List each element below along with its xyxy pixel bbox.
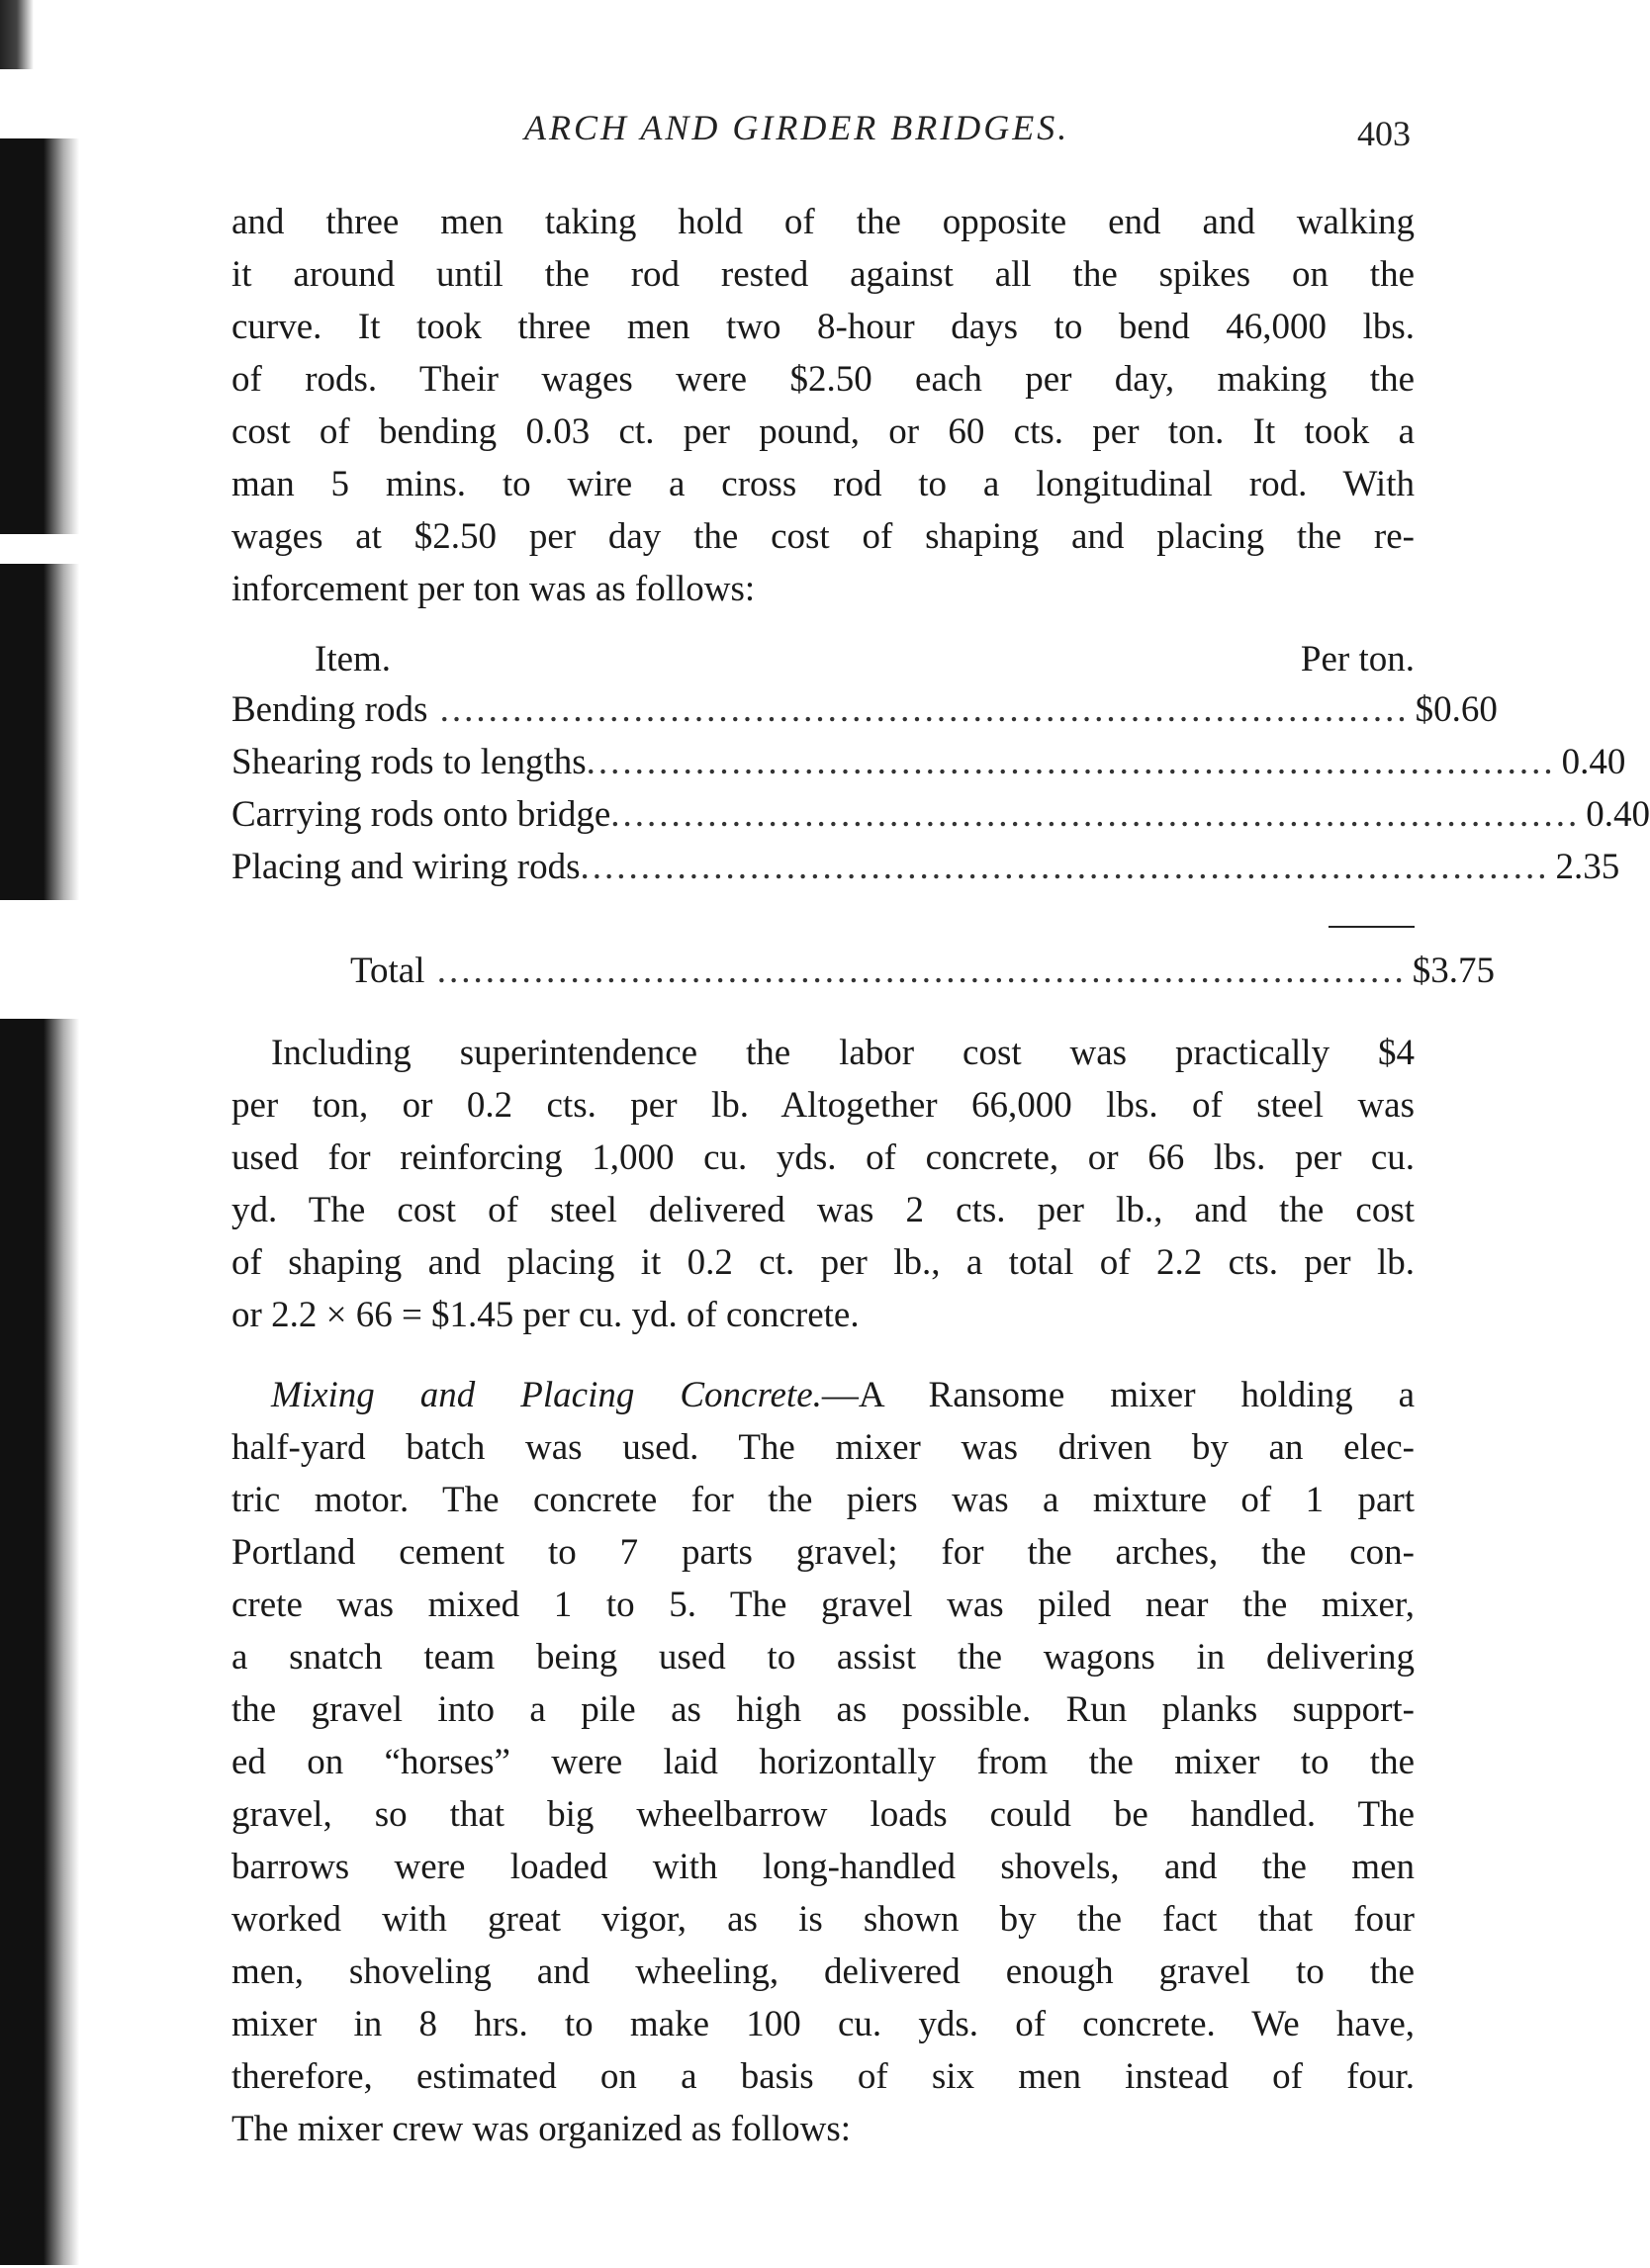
text-line: a snatch team being used to assist the wagons in delivering [231, 1637, 1415, 1678]
table-row [231, 846, 1620, 898]
row-value: $0.60 [1415, 689, 1498, 730]
text-line: ed on “horses” were laid horizontally from the mixer to the [231, 1742, 1415, 1782]
paragraph-2 [231, 1027, 1415, 1341]
text-line: men, shoveling and wheeling, delivered enough gravel to the [231, 1951, 1415, 1992]
text-line: half-yard batch was used. The mixer was driven by an elec- [231, 1427, 1415, 1468]
scan-shadow-gap [0, 900, 89, 1019]
scan-binding-shadow [0, 138, 79, 2265]
row-item: Shearing rods to lengths [231, 742, 587, 782]
text-line: mixer in 8 hrs. to make 100 cu. yds. of concrete. We have, [231, 2004, 1415, 2044]
row-value: 0.40 [1561, 742, 1626, 782]
text-line: The mixer crew was organized as follows: [231, 2109, 852, 2149]
text-line: wages at $2.50 per day the cost of shaping and placing the re- [231, 516, 1415, 557]
text-line: barrows were loaded with long-handled shovels, and the men [231, 1847, 1415, 1887]
text-line: worked with great vigor, as is shown by the fact that four [231, 1899, 1415, 1940]
row-item: Bending rods [231, 689, 428, 730]
text-line: of rods. Their wages were $2.50 each per day, making the [231, 359, 1415, 400]
text-line: it around until the rod rested against all the spikes on the [231, 254, 1415, 295]
column-header-per-ton: Per ton. [1300, 639, 1415, 680]
text-fragment: —A Ransome mixer holding a [821, 1375, 1416, 1415]
total-rule [1329, 926, 1415, 928]
scan-shadow-gap [0, 534, 89, 564]
section-heading: Mixing and Placing Concrete. [271, 1375, 822, 1415]
paragraph-3 [231, 1369, 1415, 2155]
row-item: Placing and wiring rods [231, 847, 581, 887]
page-number: 403 [1357, 114, 1411, 153]
text-line: tric motor. The concrete for the piers was a mixture of 1 part [231, 1480, 1415, 1520]
total-value: $3.75 [1412, 951, 1495, 991]
column-header-item: Item. [315, 639, 392, 680]
text-line: and three men taking hold of the opposite end and walking [231, 202, 1415, 242]
text-line: cost of bending 0.03 ct. per pound, or 60 cts. per ton. It took a [231, 411, 1415, 452]
text-line: per ton, or 0.2 cts. per lb. Altogether 66,000 lbs. of steel was [231, 1085, 1415, 1126]
text-line: man 5 mins. to wire a cross rod to a longitudinal rod. With [231, 464, 1415, 504]
leader-dots: ................................................................................ [424, 951, 1407, 991]
cost-table-header [315, 638, 1415, 680]
text-line: crete was mixed 1 to 5. The gravel was piled near the mixer, [231, 1585, 1415, 1625]
row-value: 0.40 [1586, 794, 1650, 835]
table-row [231, 688, 1498, 741]
text-line: curve. It took three men two 8-hour days to bend 46,000 lbs. [231, 307, 1415, 347]
running-header: ARCH AND GIRDER BRIDGES. [524, 108, 1070, 147]
leader-dots: ................................................................................ [586, 742, 1556, 782]
table-row [231, 741, 1626, 793]
leader-dots: ................................................................................ [610, 794, 1581, 835]
cost-table [231, 688, 1650, 898]
table-row [231, 793, 1650, 846]
text-line: or 2.2 × 66 = $1.45 per cu. yd. of concrete. [231, 1295, 860, 1335]
text-line: the gravel into a pile as high as possible. Run planks support- [231, 1689, 1415, 1730]
text-line: of shaping and placing it 0.2 ct. per lb., a total of 2.2 cts. per lb. [231, 1242, 1415, 1283]
text-line: Including superintendence the labor cost was practically $4 [271, 1033, 1415, 1073]
text-line [231, 1369, 1415, 1421]
total-label: Total [350, 951, 425, 991]
leader-dots: ................................................................................ [580, 847, 1550, 887]
text-line: yd. The cost of steel delivered was 2 cts. per lb., and the cost [231, 1190, 1415, 1230]
scan-edge-top [0, 0, 34, 69]
total-row [350, 950, 1495, 1002]
text-line: used for reinforcing 1,000 cu. yds. of concrete, or 66 lbs. per cu. [231, 1137, 1415, 1178]
paragraph-1 [231, 196, 1415, 615]
text-line: inforcement per ton was as follows: [231, 569, 756, 609]
row-value: 2.35 [1555, 847, 1620, 887]
text-line: gravel, so that big wheelbarrow loads could be handled. The [231, 1794, 1415, 1835]
row-item: Carrying rods onto bridge [231, 794, 611, 835]
text-line: Portland cement to 7 parts gravel; for the arches, the con- [231, 1532, 1415, 1573]
leader-dots: ................................................................................ [427, 689, 1410, 730]
text-line: therefore, estimated on a basis of six men instead of four. [231, 2056, 1415, 2097]
